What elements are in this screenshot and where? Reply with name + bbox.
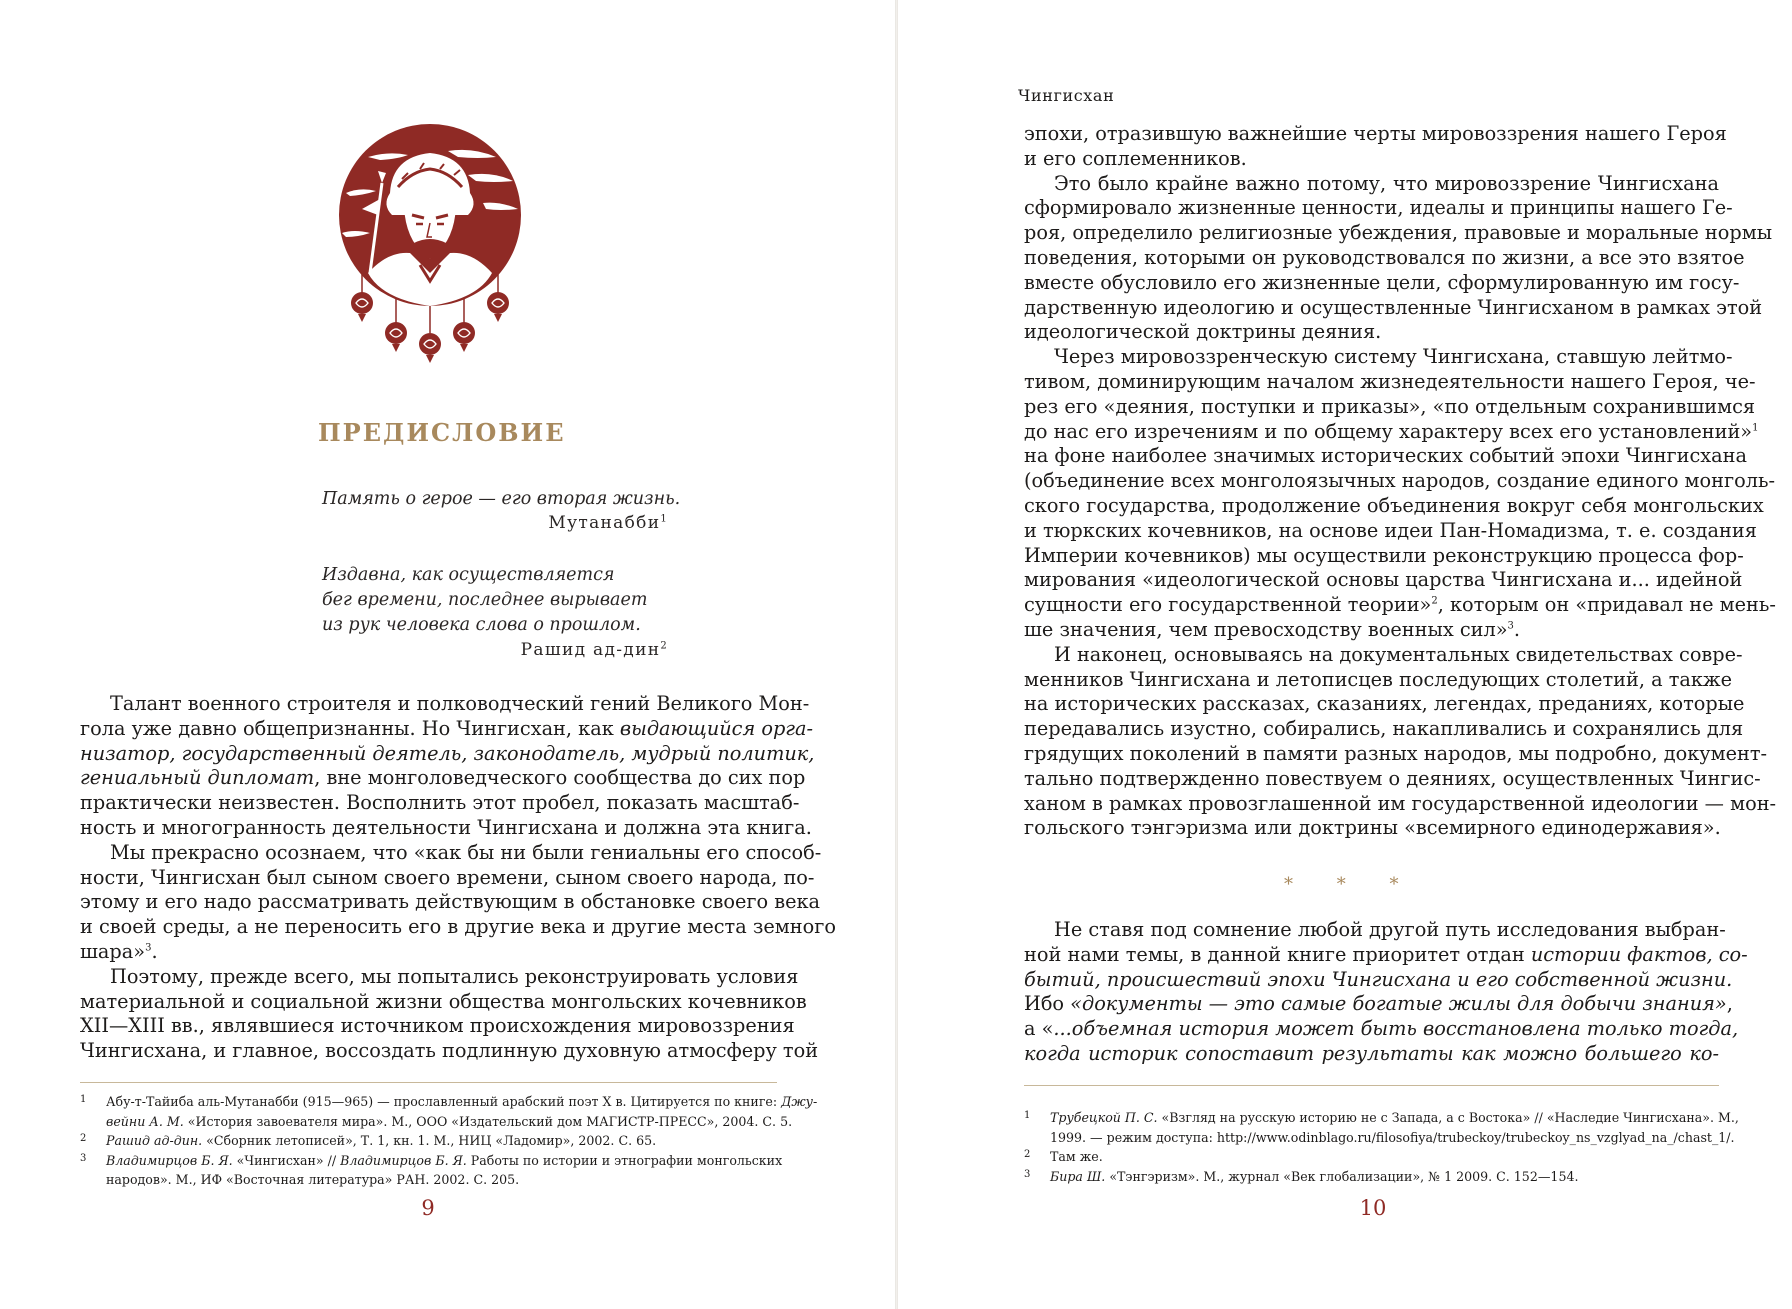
text-run: ной нами темы, в данной книге приоритет отдан <box>1024 942 1531 966</box>
text-run: , которым он «придавал не мень- <box>1437 593 1776 617</box>
text-line: ханом в рамках провозглашенной им государственной идеологии — мон- <box>1024 791 1777 815</box>
text-run: до нас его изречениям и по общему характеру всех его установлений» <box>1024 419 1753 443</box>
text-line <box>1024 593 1776 618</box>
text-line <box>80 716 814 742</box>
text-line: гольского тэнгэризма или доктрины «всемирного единодержавия». <box>1024 816 1721 840</box>
text-line: Чингисхана, и главное, воссоздать подлинную духовную атмосферу той <box>80 1039 819 1063</box>
text-line: Империи кочевников) мы осуществили реконструкцию процесса фор- <box>1024 543 1744 567</box>
text-line <box>80 741 815 767</box>
footnote-italic: вейни А. М. <box>106 1113 184 1129</box>
footnote-italic: Владимирцов Б. Я. <box>340 1152 467 1168</box>
section-separator: * * * <box>1284 874 1418 895</box>
emphasis-run: «документы — это самые богатые жилы для добычи знания» <box>1070 992 1727 1016</box>
text-line: И наконец, основываясь на документальных свидетельствах совре- <box>1054 642 1743 666</box>
footnote-italic: Владимирцов Б. Я. <box>106 1152 233 1168</box>
text-line: Через мировоззренческую систему Чингисхана, ставшую лейтмо- <box>1054 345 1733 369</box>
emphasis-run: гениальный дипломат <box>80 766 315 790</box>
epigraph-2-author <box>400 640 668 660</box>
epigraph-1-author-name: Мутанабби <box>548 513 661 533</box>
footnote-separator <box>80 1082 777 1083</box>
genghis-khan-portrait-icon <box>328 123 532 383</box>
footnote-number: 1 <box>1024 1110 1031 1121</box>
footnote <box>1024 1147 1719 1167</box>
emphasis-run: когда историк сопоставит результаты как можно большего ко- <box>1024 1041 1719 1065</box>
text-run: гола уже давно общепризнанны. Но Чингисхан, как <box>80 716 620 740</box>
text-line: рез его «деяния, поступки и приказы», «по отдельным сохранившимся <box>1024 394 1756 418</box>
text-run: ше значения, чем превосходству военных сил» <box>1024 617 1508 641</box>
text-line: практически неизвестен. Восполнить этот пробел, показать масштаб- <box>80 791 800 815</box>
footnote-text: Абу-т-Тайиба аль-Мутанабби (915—965) — прославленный арабский поэт X в. Цитируется по книге: <box>106 1094 782 1109</box>
footnote-text: «Взгляд на русскую историю не с Запада, а с Востока» // «Наследие Чингисхана». М., <box>1157 1110 1739 1125</box>
footnote-text: народов». М., ИФ «Восточная литература» РАН. 2002. С. 205. <box>106 1172 520 1187</box>
footnote-number: 3 <box>80 1152 87 1164</box>
footnote <box>80 1092 818 1112</box>
text-line <box>80 766 806 791</box>
text-line <box>1024 992 1733 1017</box>
footnote-mark: 2 <box>1431 595 1438 607</box>
text-line: ности, Чингисхан был сыном своего времени, сыном своего народа, по- <box>80 865 815 889</box>
footnote <box>1024 1108 1739 1128</box>
footnote-continuation <box>80 1170 777 1190</box>
footnote-text: «Тэнгэризм». М., журнал «Век глобализации», № 1 2009. С. 152—154. <box>1105 1168 1579 1184</box>
footnote <box>80 1131 777 1151</box>
text-line: и его соплеменников. <box>1024 146 1247 170</box>
text-run: . <box>151 939 158 963</box>
emphasis-run: истории фактов, со- <box>1530 942 1748 966</box>
text-line: этому и его надо рассматривать действующим в обстановке своего века <box>80 890 821 914</box>
footnote-text: Работы по истории и этнографии монгольских <box>466 1152 783 1168</box>
text-line: на исторических рассказах, сказаниях, легендах, преданиях, которые <box>1024 692 1745 716</box>
footnote-italic: Трубецкой П. С. <box>1050 1110 1158 1125</box>
text-line: Мы прекрасно осознаем, что «как бы ни были гениальны его способ- <box>110 840 822 864</box>
footnote-italic: Бира Ш. <box>1050 1168 1106 1184</box>
text-run: шара» <box>80 939 146 963</box>
epigraph-1-author <box>400 513 668 533</box>
text-line: (объединение всех монголоязычных народов, создание единого монголь- <box>1024 469 1775 493</box>
footnote-continuation <box>80 1112 793 1132</box>
footnote-number: 1 <box>80 1094 87 1105</box>
page-number: 9 <box>421 1196 435 1220</box>
footnote <box>1024 1167 1719 1187</box>
footnote-number: 3 <box>1024 1168 1031 1180</box>
text-line: ского государства, продолжение объединения вокруг себя монгольских <box>1024 493 1764 517</box>
text-line: эпохи, отразившую важнейшие черты мировоззрения нашего Героя <box>1024 122 1727 145</box>
text-line: и своей среды, а не переносить его в другие века и другие места земного <box>80 915 836 939</box>
text-run: сущности его государственной теории» <box>1024 593 1432 617</box>
text-run: , <box>1726 992 1733 1016</box>
text-line: идеологической доктрины деяния. <box>1024 320 1382 344</box>
footnote-text: «Сборник летописей», Т. 1, кн. 1. М., НИЦ «Ладомир», 2002. С. 65. <box>202 1133 657 1148</box>
text-line: XII—XIII вв., являвшиеся источником происхождения мировоззрения <box>80 1014 795 1038</box>
emphasis-run: ...объемная история может быть восстановлена только тогда, <box>1053 1017 1739 1041</box>
footnote-italic: Джу- <box>781 1094 818 1109</box>
right-body-text-2 <box>1024 918 1748 1067</box>
text-line <box>1024 942 1748 968</box>
text-line: тально подтвержденно повествуем о деяниях, осуществленных Чингис- <box>1024 766 1761 790</box>
text-line <box>1024 967 1733 993</box>
text-line: Не ставя под сомнение любой другой путь исследования выбран- <box>1054 918 1726 941</box>
epigraph-2-line: Издавна, как осуществляется <box>322 565 615 585</box>
footnote-number: 2 <box>80 1133 87 1144</box>
footnote-mark: 3 <box>1507 620 1514 632</box>
text-line <box>1024 419 1759 445</box>
text-line <box>1024 618 1719 643</box>
text-line: материальной и социальной жизни общества монгольских кочевников <box>80 989 807 1013</box>
left-page <box>0 0 895 1309</box>
text-line: передавались изустно, собирались, накапливались и сохранялись для <box>1024 717 1744 741</box>
text-line: поведения, которыми он руководствовался по жизни, а все это взятое <box>1024 245 1745 269</box>
epigraph-2-line: бег времени, последнее вырывает <box>322 590 648 610</box>
footnote-text: Там же. <box>1050 1149 1103 1164</box>
footnote-text: «Чингисхан» // <box>232 1152 341 1168</box>
text-line: дарственную идеологию и осуществленные Чингисханом в рамках этой <box>1024 295 1763 319</box>
right-body-text <box>1024 122 1777 841</box>
text-line <box>80 940 777 965</box>
chapter-title: ПРЕДИСЛОВИЕ <box>318 418 566 447</box>
epigraph-2-text <box>322 563 722 638</box>
text-line: грядущих поколений в памяти разных народов, мы подробно, документ- <box>1024 741 1768 765</box>
left-footnotes <box>80 1092 818 1190</box>
text-line: и тюркских кочевников, на основе идеи Пан-Номадизма, т. е. создания <box>1024 518 1757 542</box>
text-line: вместе обусловило его жизненные цели, сформулированную им госу- <box>1024 270 1740 294</box>
text-run: а « <box>1024 1017 1054 1041</box>
text-line <box>1024 1017 1739 1042</box>
text-line: тивом, доминирующим началом жизнедеятельности нашего Героя, че- <box>1024 369 1756 393</box>
emphasis-run: выдающийся орга- <box>619 716 814 740</box>
right-footnotes <box>1024 1108 1739 1186</box>
page-number: 10 <box>1359 1196 1387 1220</box>
emphasis-run: бытий, происшествий эпохи Чингисхана и его собственной жизни. <box>1024 967 1733 991</box>
epigraph-1-quote: Память о герое — его вторая жизнь. <box>322 489 681 509</box>
text-line: Поэтому, прежде всего, мы попытались реконструировать условия <box>110 964 799 988</box>
text-line: на фоне наиболее значимых исторических событий эпохи Чингисхана <box>1024 444 1748 468</box>
footnote-mark: 1 <box>1752 422 1759 434</box>
emphasis-run: низатор, государственный деятель, законодатель, мудрый политик, <box>80 741 815 765</box>
text-run: , вне монголоведческого сообщества до сих пор <box>314 766 806 790</box>
left-body-text <box>80 692 836 1064</box>
epigraph-2-footnote-mark: 2 <box>660 640 668 652</box>
footnote <box>80 1151 783 1171</box>
text-line: мирования «идеологической основы царства Чингисхана и... идейной <box>1024 568 1743 592</box>
epigraph-1-footnote-mark: 1 <box>660 513 668 525</box>
footnote-mark: 3 <box>145 942 152 954</box>
footnote-separator <box>1024 1085 1719 1086</box>
text-line: роя, определило религиозные убеждения, правовые и моральные нормы <box>1024 221 1773 245</box>
text-line <box>1024 1042 1719 1067</box>
epigraph-1-text <box>322 487 722 512</box>
text-run: Ибо <box>1024 992 1071 1016</box>
text-line: ность и многогранность деятельности Чингисхана и должна эта книга. <box>80 815 812 839</box>
text-line: сформировало жизненные ценности, идеалы и принципы нашего Ге- <box>1024 196 1733 220</box>
text-line: Это было крайне важно потому, что мировоззрение Чингисхана <box>1054 171 1719 195</box>
footnote-italic: Рашид ад-дин. <box>106 1133 203 1148</box>
text-line: Талант военного строителя и полководческий гений Великого Мон- <box>110 692 810 715</box>
text-line: менников Чингисхана и летописцев последующих столетий, а также <box>1024 667 1733 691</box>
epigraph-2-author-name: Рашид ад-дин <box>520 640 661 660</box>
footnote-number: 2 <box>1024 1149 1031 1160</box>
running-head: Чингисхан <box>1018 86 1115 105</box>
epigraph-2-line: из рук человека слова о прошлом. <box>322 615 641 635</box>
footnote-text: 1999. — режим доступа: http://www.odinblago.ru/filosofiya/trubeckoy/trubeckoy_ns_vzglyad_na_/chast_1/. <box>1050 1129 1735 1145</box>
text-run: . <box>1513 617 1521 641</box>
footnote-text: «История завоевателя мира». М., ООО «Издательский дом МАГИСТР-ПРЕСС», 2004. С. 5. <box>183 1113 793 1129</box>
footnote-continuation <box>1024 1128 1735 1148</box>
